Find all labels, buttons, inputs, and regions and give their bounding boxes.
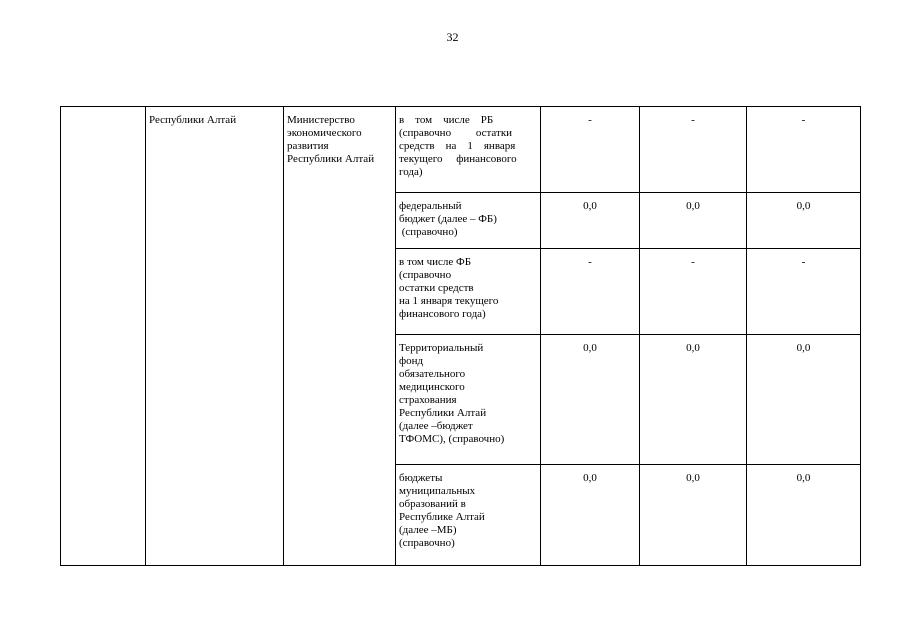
source-line: федеральный bbox=[399, 200, 462, 212]
value-cell: 0,0 bbox=[747, 465, 861, 566]
funding-source-cell bbox=[396, 193, 541, 249]
funding-source-cell bbox=[396, 107, 541, 193]
funding-source-cell bbox=[396, 465, 541, 566]
executor-line: Министерство bbox=[287, 114, 355, 126]
value-cell: - bbox=[541, 249, 640, 335]
source-line: фонд bbox=[399, 355, 424, 367]
source-line: бюджет (далее – ФБ) bbox=[399, 213, 497, 225]
source-line: медицинского bbox=[399, 381, 465, 393]
source-line: бюджеты bbox=[399, 472, 443, 484]
source-line: финансового года) bbox=[399, 308, 486, 320]
source-line: Республики Алтай bbox=[399, 407, 487, 419]
source-line: в том числе ФБ bbox=[399, 256, 472, 268]
source-line: остатки средств bbox=[399, 282, 474, 294]
executor-line: экономического bbox=[287, 127, 362, 139]
source-line: Республике Алтай bbox=[399, 511, 485, 523]
value-cell: 0,0 bbox=[747, 335, 861, 465]
value-cell: 0,0 bbox=[541, 465, 640, 566]
table-row bbox=[61, 107, 861, 193]
value-cell: 0,0 bbox=[640, 465, 747, 566]
source-line: (далее –МБ) bbox=[399, 524, 457, 536]
value-cell: 0,0 bbox=[640, 193, 747, 249]
source-line: (справочно) bbox=[399, 226, 458, 238]
source-line: в том числе РБ bbox=[399, 114, 494, 126]
page-number: 32 bbox=[446, 30, 459, 44]
source-line: муниципальных bbox=[399, 485, 476, 497]
source-line: образований в bbox=[399, 498, 466, 510]
value-cell: - bbox=[747, 107, 861, 193]
value-cell: 0,0 bbox=[747, 193, 861, 249]
value-cell: - bbox=[640, 249, 747, 335]
program-name-cell bbox=[146, 107, 284, 566]
value-cell: - bbox=[541, 107, 640, 193]
executor-cell bbox=[284, 107, 396, 566]
source-line: текущего финансового bbox=[399, 153, 517, 165]
source-line: (справочно) bbox=[399, 537, 455, 549]
funding-source-cell bbox=[396, 249, 541, 335]
source-line: (далее –бюджет bbox=[399, 420, 473, 432]
source-line: Территориальный bbox=[399, 342, 484, 354]
program-name-text: Республики Алтай bbox=[149, 114, 237, 126]
value-cell: 0,0 bbox=[640, 335, 747, 465]
source-line: обязательного bbox=[399, 368, 466, 380]
source-line: (справочно bbox=[399, 269, 452, 281]
executor-line: Республики Алтай bbox=[287, 153, 375, 165]
source-line: (справочно остатки bbox=[399, 127, 513, 139]
value-cell: 0,0 bbox=[541, 193, 640, 249]
source-line: года) bbox=[399, 166, 423, 178]
executor-line: развития bbox=[287, 140, 329, 152]
value-cell: - bbox=[747, 249, 861, 335]
source-line: страхования bbox=[399, 394, 457, 406]
value-cell: 0,0 bbox=[541, 335, 640, 465]
funding-source-cell bbox=[396, 335, 541, 465]
program-funding-table bbox=[60, 106, 861, 566]
source-line: ТФОМС), (справочно) bbox=[399, 433, 505, 445]
value-cell: - bbox=[640, 107, 747, 193]
source-line: на 1 января текущего bbox=[399, 295, 499, 307]
empty-number-cell bbox=[61, 107, 146, 566]
source-line: средств на 1 января bbox=[399, 140, 516, 152]
